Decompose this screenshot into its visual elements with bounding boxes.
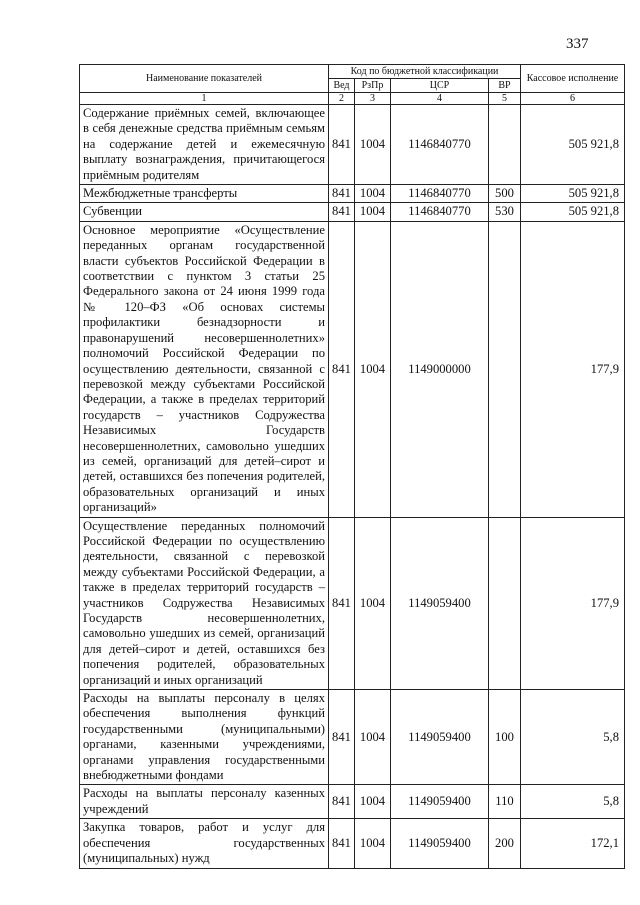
row-name: Осуществление переданных полномочий Российской Федерации по осуществлению деятельности, связанной с перевозкой между субъектами Российской Федерации, а также в пределах территорий государств – участников Содружества Независимых Государств несовершеннолетних, самовольно ушедших из семей, организаций для детей–сирот и детей, оставшихся без попечения родителей, образовательных организаций и иных организаций xyxy=(80,517,329,689)
table-row xyxy=(80,185,625,203)
column-index: 4 xyxy=(391,93,489,105)
column-header-vr: ВР xyxy=(489,79,521,93)
column-header-execution: Кассовое исполнение xyxy=(521,65,625,93)
row-amount: 177,9 xyxy=(521,221,625,517)
row-vr: 110 xyxy=(489,785,521,819)
table-row xyxy=(80,517,625,689)
column-index: 1 xyxy=(80,93,329,105)
row-rzpr: 1004 xyxy=(355,690,391,785)
budget-table xyxy=(79,64,625,869)
row-amount: 177,9 xyxy=(521,517,625,689)
row-amount: 172,1 xyxy=(521,819,625,868)
row-vr: 200 xyxy=(489,819,521,868)
row-rzpr: 1004 xyxy=(355,105,391,185)
row-name: Содержание приёмных семей, включающее в себя денежные средства приёмным семьям на содержание детей и ежемесячную выплату вознаграждения, причитающегося приёмным родителям xyxy=(80,105,329,185)
row-csr: 1149059400 xyxy=(391,517,489,689)
row-name: Закупка товаров, работ и услуг для обеспечения государственных (муниципальных) нужд xyxy=(80,819,329,868)
row-name: Субвенции xyxy=(80,203,329,221)
row-name: Основное мероприятие «Осуществление переданных органам государственной власти субъектов Российской Федерации в соответствии с пунктом 3 статьи 25 Федерального закона от 24 июня 1999 года № 120–ФЗ «Об основах системы профилактики безнадзорности и правонарушений несовершеннолетних» полномочий Российской Федерации по осуществлению деятельности, связанной с перевозкой между субъектами Российской Федерации, а также в пределах территорий государств – участников Содружества Независимых Государств несовершеннолетних, самовольно ушедших из семей, организаций для детей–сирот и детей, оставшихся без попечения родителей, образовательных организаций и иных организаций» xyxy=(80,221,329,517)
column-group-budget-code: Код по бюджетной классификации xyxy=(329,65,521,79)
table-row xyxy=(80,203,625,221)
row-csr: 1149059400 xyxy=(391,819,489,868)
row-vr xyxy=(489,517,521,689)
page-number: 337 xyxy=(566,36,589,52)
row-csr: 1146840770 xyxy=(391,105,489,185)
row-ved: 841 xyxy=(329,185,355,203)
row-vr: 100 xyxy=(489,690,521,785)
row-vr xyxy=(489,221,521,517)
row-csr: 1149000000 xyxy=(391,221,489,517)
row-rzpr: 1004 xyxy=(355,185,391,203)
row-vr: 500 xyxy=(489,185,521,203)
table-row xyxy=(80,690,625,785)
row-rzpr: 1004 xyxy=(355,221,391,517)
row-ved: 841 xyxy=(329,517,355,689)
table-row xyxy=(80,819,625,868)
table-row xyxy=(80,105,625,185)
column-index: 3 xyxy=(355,93,391,105)
row-csr: 1149059400 xyxy=(391,690,489,785)
row-ved: 841 xyxy=(329,690,355,785)
column-header-name: Наименование показателей xyxy=(80,65,329,93)
row-csr: 1146840770 xyxy=(391,203,489,221)
row-rzpr: 1004 xyxy=(355,203,391,221)
row-amount: 505 921,8 xyxy=(521,105,625,185)
table-row xyxy=(80,221,625,517)
column-header-rzpr: РзПр xyxy=(355,79,391,93)
row-ved: 841 xyxy=(329,203,355,221)
row-ved: 841 xyxy=(329,105,355,185)
row-vr xyxy=(489,105,521,185)
row-ved: 841 xyxy=(329,785,355,819)
table-row xyxy=(80,785,625,819)
column-index: 6 xyxy=(521,93,625,105)
column-index-row xyxy=(80,93,625,105)
row-csr: 1146840770 xyxy=(391,185,489,203)
row-amount: 505 921,8 xyxy=(521,185,625,203)
row-ved: 841 xyxy=(329,221,355,517)
column-header-ved: Вед xyxy=(329,79,355,93)
row-csr: 1149059400 xyxy=(391,785,489,819)
row-name: Расходы на выплаты персоналу в целях обеспечения выполнения функций государственными (муниципальными) органами, казенными учреждениями, органами управления государственными внебюджетными фондами xyxy=(80,690,329,785)
row-name: Расходы на выплаты персоналу казенных учреждений xyxy=(80,785,329,819)
row-amount: 505 921,8 xyxy=(521,203,625,221)
row-rzpr: 1004 xyxy=(355,785,391,819)
column-header-csr: ЦСР xyxy=(391,79,489,93)
column-index: 5 xyxy=(489,93,521,105)
row-name: Межбюджетные трансферты xyxy=(80,185,329,203)
row-rzpr: 1004 xyxy=(355,819,391,868)
row-amount: 5,8 xyxy=(521,690,625,785)
column-index: 2 xyxy=(329,93,355,105)
row-rzpr: 1004 xyxy=(355,517,391,689)
row-ved: 841 xyxy=(329,819,355,868)
row-amount: 5,8 xyxy=(521,785,625,819)
row-vr: 530 xyxy=(489,203,521,221)
